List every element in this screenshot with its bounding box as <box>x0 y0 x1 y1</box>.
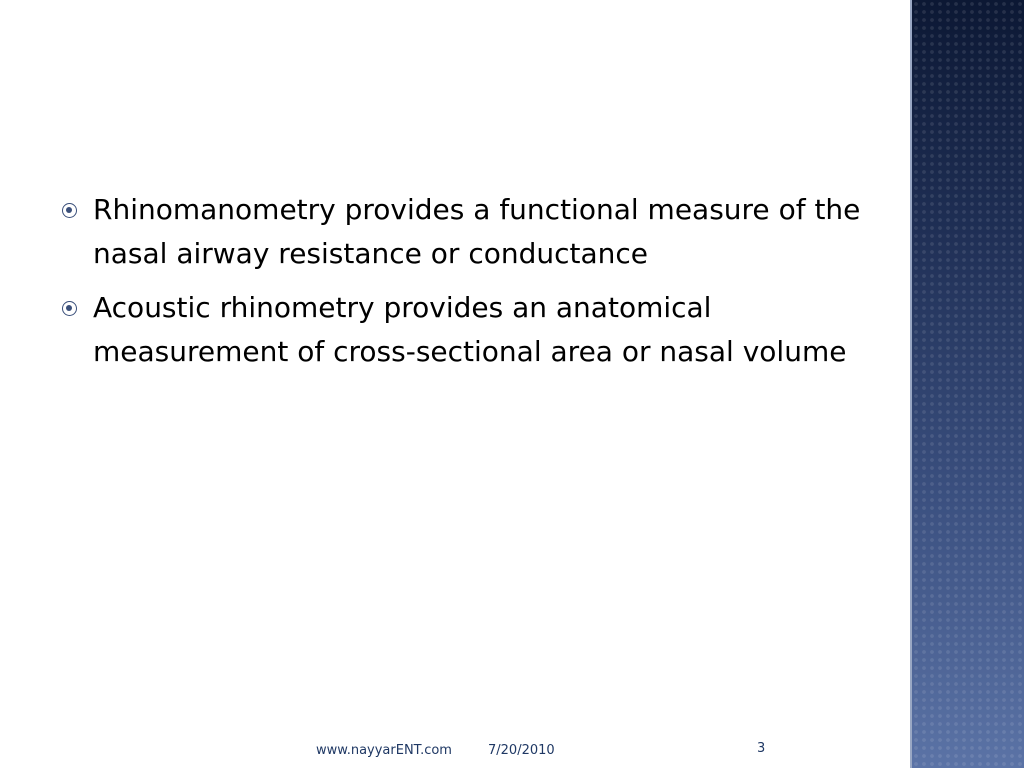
bullet-text: Rhinomanometry provides a functional measure of the nasal airway resistance or conductance <box>93 193 861 270</box>
footer-date: 7/20/2010 <box>488 743 555 758</box>
radio-bullet-icon <box>62 301 77 316</box>
bullet-list <box>62 188 862 384</box>
bullet-text: Acoustic rhinometry provides an anatomical measurement of cross-sectional area or nasal volume <box>93 291 847 368</box>
bullet-item <box>62 286 862 374</box>
decorative-side-band <box>912 0 1024 768</box>
bullet-item <box>62 188 862 276</box>
radio-bullet-icon <box>62 203 77 218</box>
slide-number: 3 <box>757 741 766 756</box>
footer-website: www.nayyarENT.com <box>316 743 452 758</box>
